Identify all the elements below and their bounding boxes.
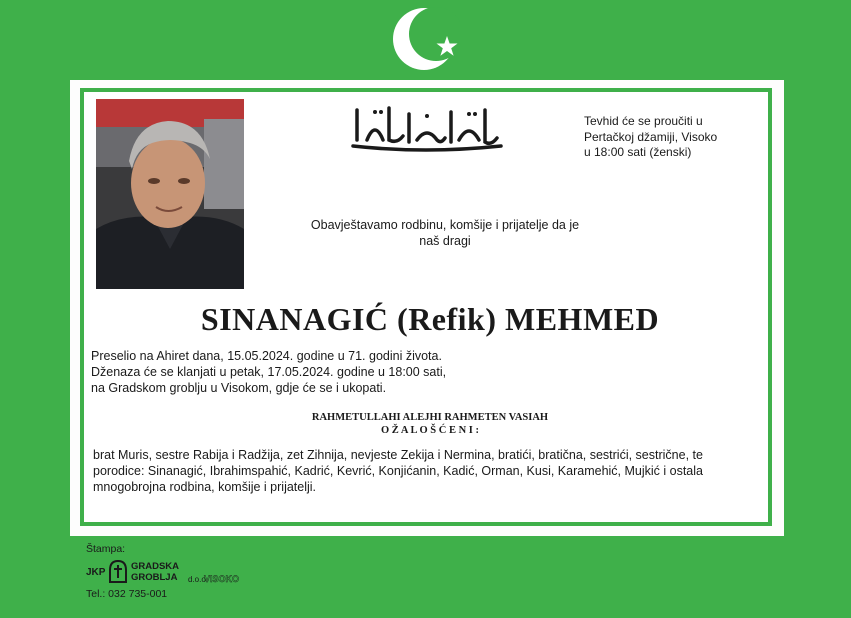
intro-line: naš dragi (419, 234, 471, 248)
tevhid-line: Tevhid će se proučiti u (584, 114, 703, 128)
tevhid-line: Pertačkoj džamiji, Visoko (584, 129, 718, 144)
details-line: Preselio na Ahiret dana, 15.05.2024. godine u 71. godini života. (91, 349, 442, 363)
mourners-line: brat Muris, sestre Rabija i Radžija, zet Zihnija, nevjeste Zekija i Nermina, bratići, bratična, sestrići, sestrične, te (93, 448, 703, 462)
logo-line: GRADSKA (131, 561, 180, 572)
tevhid-line: u 18:00 sati (ženski) (584, 145, 692, 159)
mourners-heading: O Ž A L O Š Ć E N I : (380, 425, 480, 436)
prayer-line: RAHMETULLAHI ALEJHI RAHMETEN VASIAH (311, 412, 549, 423)
deceased-photo (96, 99, 244, 289)
logo-company-name (131, 561, 179, 583)
mourners-line: mnogobrojna rodbina, komšije i prijatelji. (93, 480, 317, 494)
mourners-list (93, 447, 733, 495)
logo-doo: d.o.o. (188, 575, 209, 584)
logo-jkp: JKP (86, 567, 106, 578)
intro-line: Obavještavamo rodbinu, komšije i prijatelje da je (310, 218, 580, 232)
cemetery-logo-icon (108, 560, 128, 584)
tevhid-notice (584, 114, 754, 161)
details-line: Dženaza će se klanjati u petak, 17.05.2024. godine u 18:00 sati, (91, 365, 447, 379)
deceased-name: SINANAGIĆ (Refik) MEHMED (200, 301, 660, 337)
details-line: na Gradskom groblju u Visokom, gdje će se i ukopati. (91, 381, 387, 395)
crescent-star-icon (390, 6, 460, 72)
logo-line: GROBLJA (131, 572, 178, 583)
mourners-line: porodice: Sinanagić, Ibrahimspahić, Kadrić, Kevrić, Konjićanin, Kadić, Orman, Kusi, Karamehić, Mujkić i ostala (93, 464, 703, 478)
announcement-intro (300, 217, 590, 249)
funeral-details (91, 348, 491, 396)
logo-city: VISOKO (204, 574, 240, 584)
arabic-calligraphy (345, 100, 505, 156)
print-label: Štampa: (86, 543, 126, 555)
prayer-heading (200, 411, 660, 437)
company-logo (86, 559, 256, 589)
phone-number: Tel.: 032 735-001 (86, 588, 168, 600)
